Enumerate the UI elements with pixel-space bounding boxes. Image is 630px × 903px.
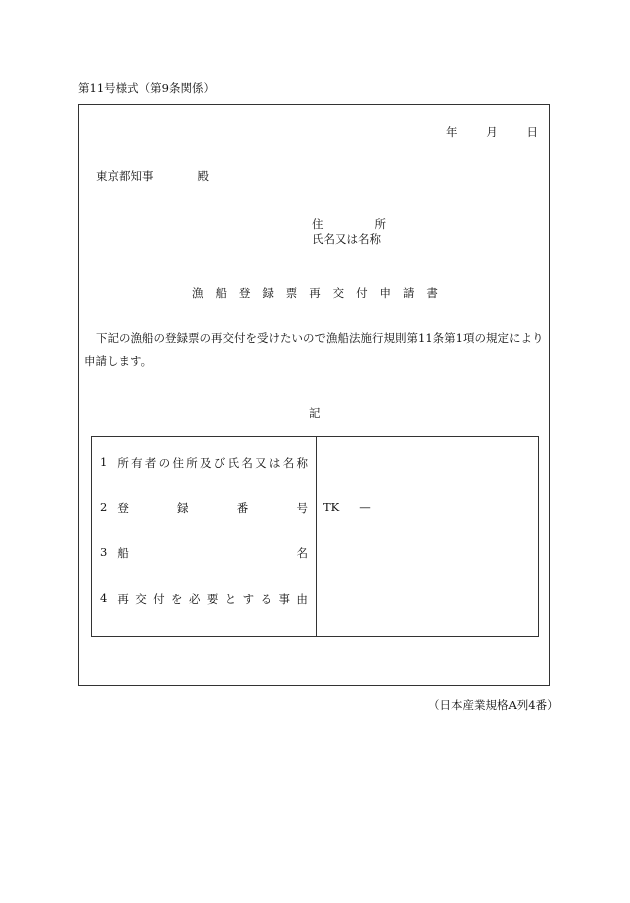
address-label-char: 住 (312, 217, 324, 231)
table-row-label (100, 545, 308, 561)
row-label-char: 称 (296, 456, 308, 470)
details-table (91, 436, 539, 637)
row-label-char: 交 (135, 592, 147, 606)
row-label-char: の (158, 456, 171, 470)
row-label-char: 名 (282, 456, 295, 470)
address-label-char: 所 (374, 217, 386, 231)
row-label-char: 名 (296, 546, 308, 560)
row-label-char: 名 (241, 456, 253, 470)
row-label-char: は (268, 456, 281, 470)
table-divider (316, 437, 317, 636)
row-label-char: 由 (296, 592, 308, 606)
row-label-char: 船 (117, 546, 129, 560)
row-label-char: 及 (200, 456, 212, 470)
row-label-char: 有 (131, 456, 143, 470)
paper-size-note: （日本産業規格A列4番） (428, 698, 559, 712)
row-label-text (117, 455, 308, 471)
row-label-char: を (171, 592, 183, 606)
table-row-label (100, 455, 308, 471)
row-number: 3 (100, 545, 108, 559)
title-char: 票 (285, 286, 298, 300)
row-number: 1 (100, 455, 108, 469)
row-label-text (117, 500, 308, 516)
title-char: 請 (402, 286, 415, 300)
table-row-value (323, 500, 371, 514)
row-label-char: す (242, 592, 255, 606)
row-label-char: 録 (177, 501, 189, 515)
row-label-text (117, 545, 308, 561)
title-char: 申 (379, 286, 391, 300)
row-label-char: 号 (296, 501, 308, 515)
applicant-address-label (312, 217, 386, 232)
month-label: 月 (486, 125, 498, 139)
title-char: 録 (262, 286, 274, 300)
applicant-block (312, 217, 386, 247)
row-label-char: 番 (236, 501, 249, 515)
title-char: 漁 (192, 286, 204, 300)
row-label-text (117, 591, 308, 607)
title-char: 再 (309, 286, 321, 300)
row-label-char: 所 (117, 456, 129, 470)
row-label-char: と (224, 592, 237, 606)
title-char: 登 (238, 286, 251, 300)
applicant-name-label: 氏名又は名称 (312, 232, 381, 246)
row-label-char: 再 (117, 592, 129, 606)
row-label-char: 氏 (227, 456, 240, 470)
row-label-char: 要 (206, 592, 219, 606)
row-label-char: 又 (255, 456, 267, 470)
row-value-dash: — (359, 500, 371, 514)
body-text: 下記の漁船の登録票の再交付を受けたいので漁船法施行規則第11条第1項の規定により申請します。 (84, 331, 544, 368)
row-number: 2 (100, 500, 108, 514)
row-label-char: 登 (117, 501, 129, 515)
date-field (446, 124, 538, 140)
row-label-char: 住 (172, 456, 184, 470)
row-label-char: 事 (278, 592, 290, 606)
addressee (96, 168, 209, 184)
year-label: 年 (446, 125, 458, 139)
title-char: 交 (332, 286, 345, 300)
document-title (192, 285, 438, 301)
title-char: 付 (356, 286, 368, 300)
row-label-char: る (260, 592, 273, 606)
title-char: 船 (215, 286, 227, 300)
row-label-char: び (213, 456, 226, 470)
form-number: 第11号様式（第9条関係） (78, 81, 215, 95)
table-row-label (100, 591, 308, 607)
row-value-text: TK (323, 500, 340, 514)
row-label-char: 者 (144, 456, 157, 470)
addressee-name: 東京都知事 (96, 169, 154, 183)
ki-heading: 記 (309, 406, 321, 420)
title-char: 書 (426, 286, 438, 300)
row-number: 4 (100, 591, 108, 605)
row-label-char: 所 (186, 456, 198, 470)
row-label-char: 必 (188, 592, 201, 606)
addressee-honorific: 殿 (197, 169, 209, 183)
day-label: 日 (526, 125, 538, 139)
row-label-char: 付 (153, 592, 165, 606)
table-row-label (100, 500, 308, 516)
